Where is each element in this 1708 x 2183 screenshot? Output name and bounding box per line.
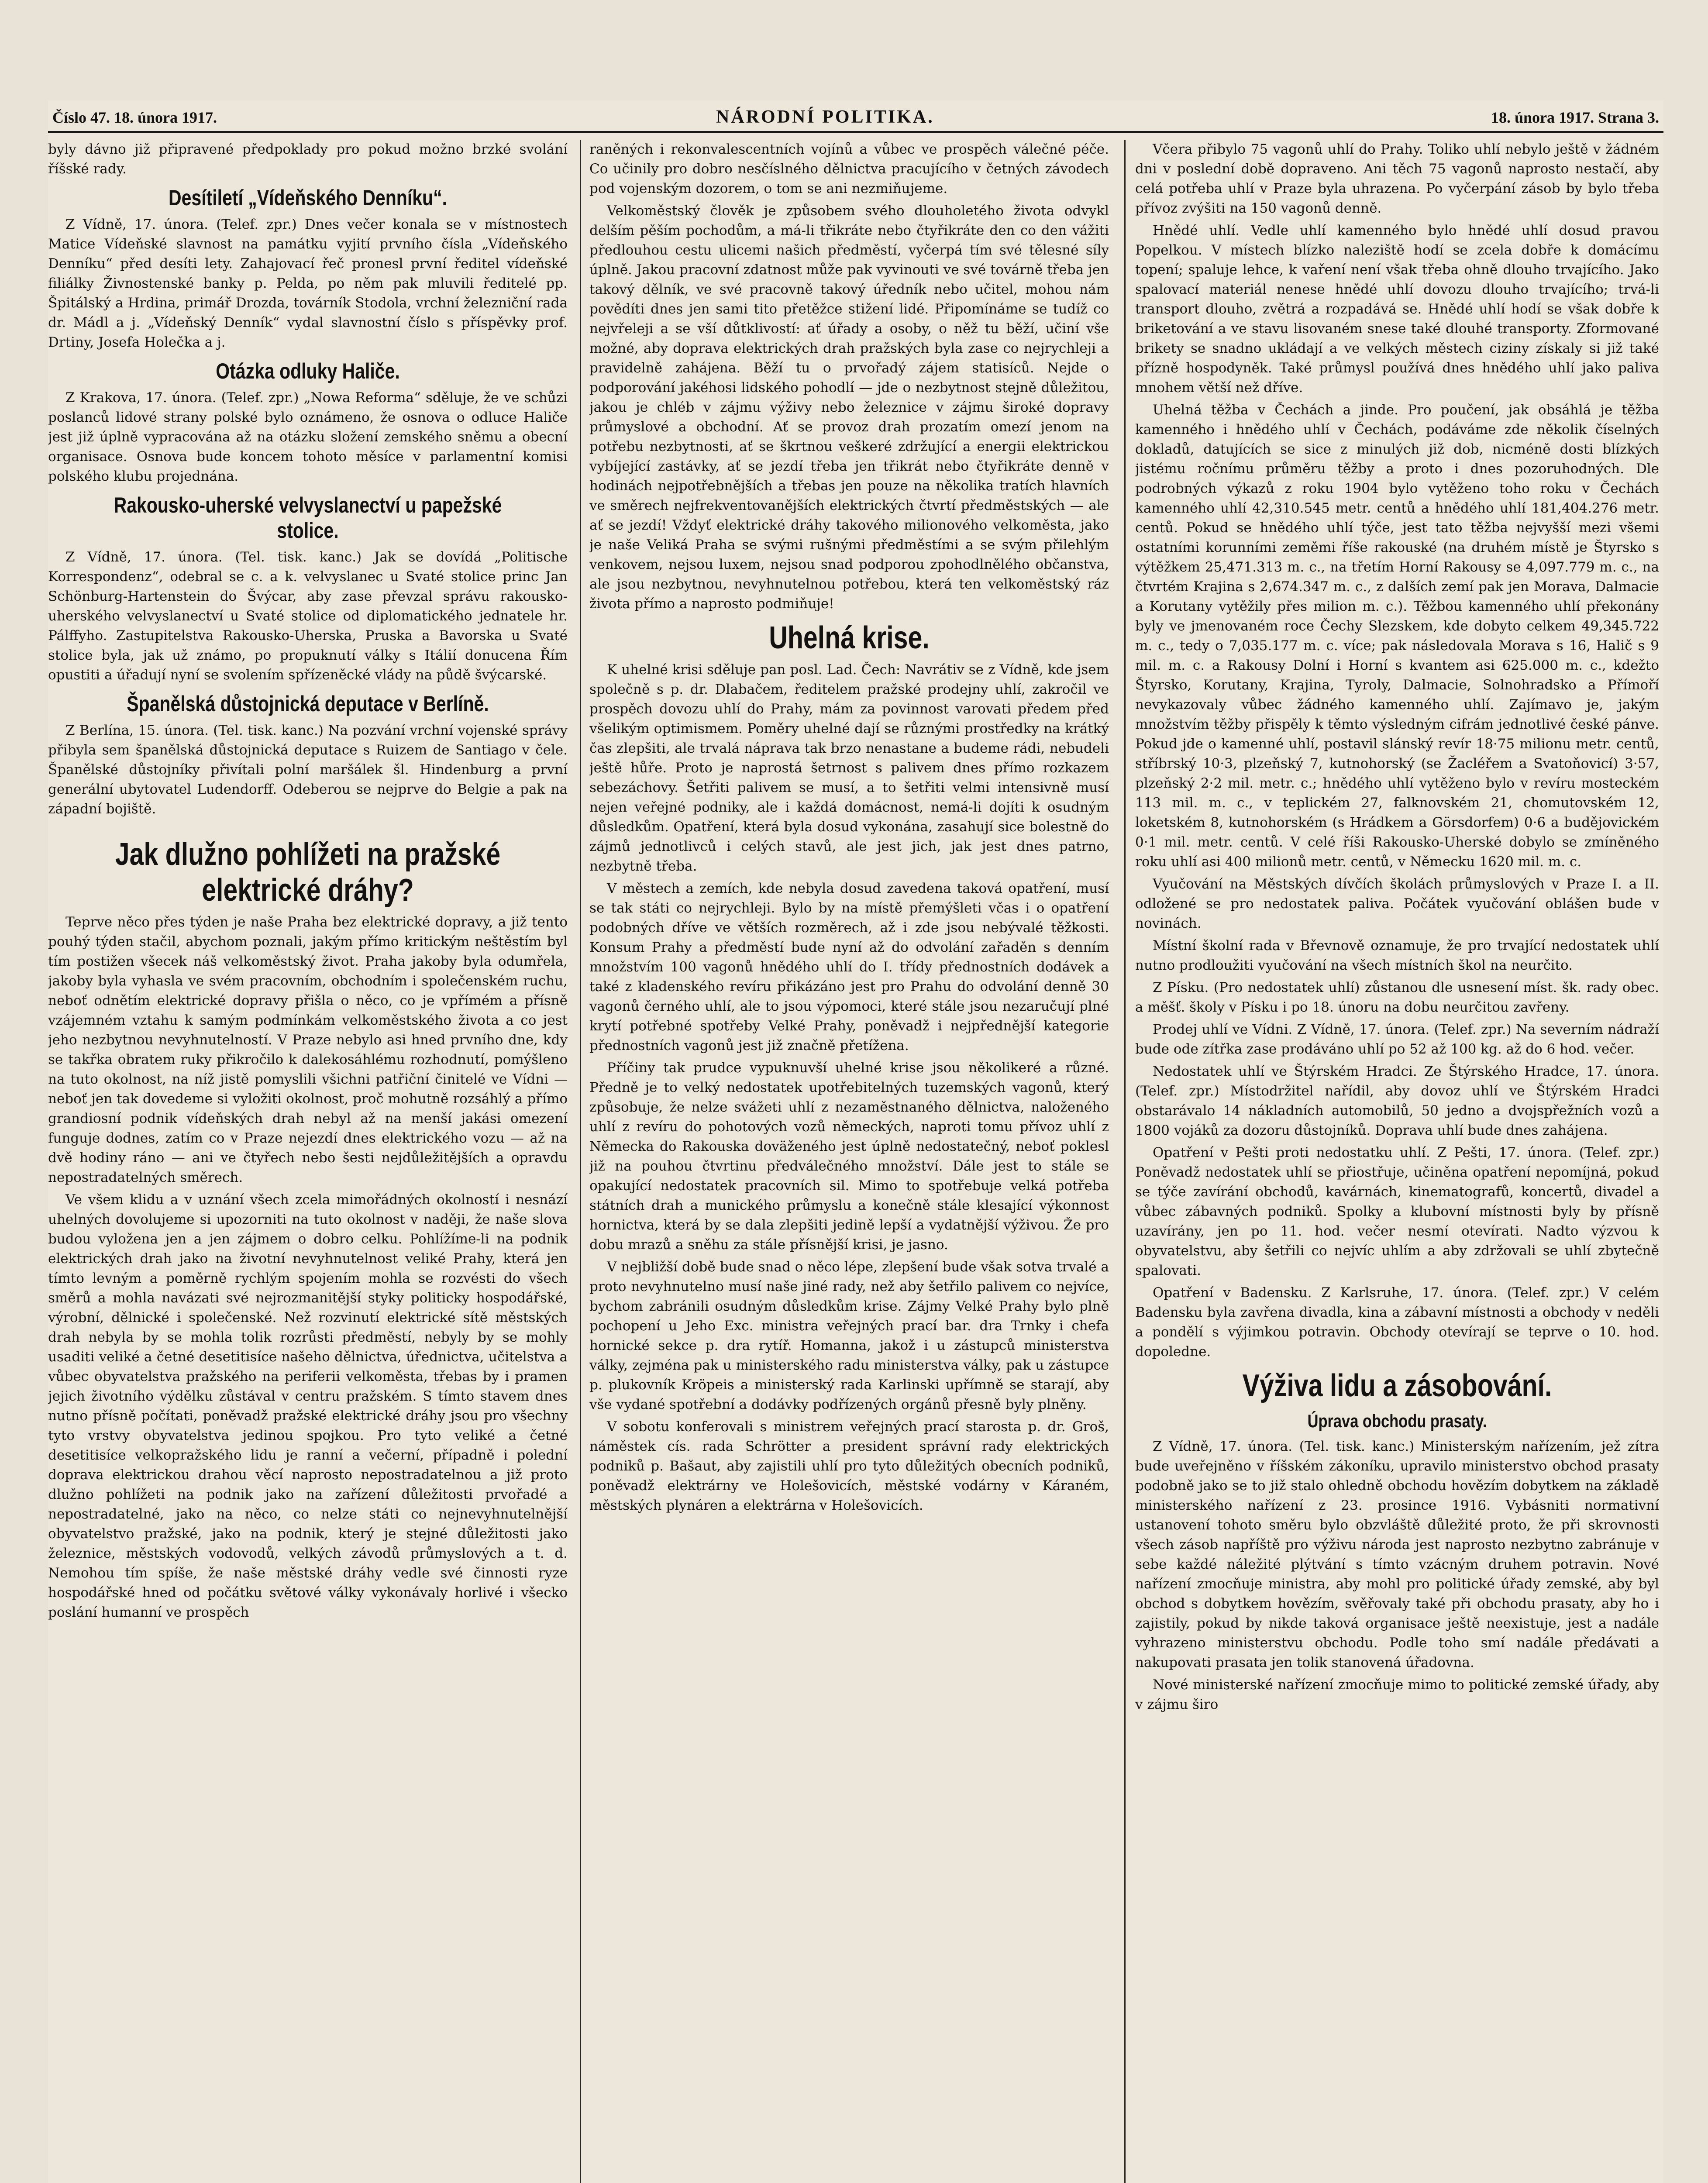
issue-number-date: Číslo 47. 18. února 1917. [52,109,217,126]
column-2 [589,140,1109,2183]
article-velvyslanectvi: Z Vídně, 17. února. (Tel. tisk. kanc.) Jak se dovídá „Politische Korrespondenz“, odebral se c. a k. velvyslanec u Svaté stolice princ Jan Schönburg-Hartenstein do Švýcar, aby zase převzal správu rakousko-uherského velvyslanectví u Svaté stolice od diplomatického jednatele hr. Pálffyho. Zastupitelstva Rakousko-Uherska, Pruska a Bavorska u Svaté stolice byla, jak už známo, po propuknutí války s Itálií donucena Řím opustiti a úřadují nyní se svolením spřízeněcké vlády na půdě švýcarské. [48,549,568,683]
headline-deputace: Španělská důstojnická deputace v Berlíně. [127,692,489,716]
news-item: Vyučování na Městských dívčích školách průmyslových v Praze I. a II. odložené se pro nedostatek paliva. Počátek vyučování oblášen bude v novinách. [1135,876,1659,931]
article-drahy-paragraph: Teprve něco přes týden je naše Praha bez elektrické dopravy, a již tento pouhý týden stačil, abychom poznali, jakým přímo kritickým neštěstím byl tím postižen všecek náš velkoměstský život. Praha jakoby byla odumřela, jakoby byla vyhasla ve svém pracovním, obchodním i společenském ruchu, neboť odnětím elektrické dopravy přišla o něco, co je vpřímém a přísně vzájemném vztahu k samým podmínkám velkoměstského života a co jest jeho nezbytnou nevyhnutelností. V Praze nebylo asi hned prvního dne, kdy se takřka obratem ruky přikročilo k dalekosáhlému rozhodnutí, pomýšleno na tuto okolnost, na níž jistě pomyslili všichni patřiční činitelé ve Vídni — neboť jen tak dovedeme si vyložiti okolnost, proč mohutně rozsáhlý a přímo grandiosní podnik vídeňských drah nebyl až na menší jakási omezení funguje dodnes, zatím co v Praze nejezdí dnes elektrického vozu — až na dvě hodiny ráno — ani ve čtyřech nebo šesti nejdůležitějších a opravdu nepostradatelných směrech. [48,914,568,1185]
article-drahy-paragraph: Velkoměstský člověk je způsobem svého dlouholetého života odvykl delším pěším pochodům, a má-li třikráte nebo čtyřikráte den co den vážiti předlouhou cestu ulicemi našich předměstí, vyčerpá tím své tělesné síly úplně. Jakou pracovní zdatnost může pak vyvinouti ve své továrně třeba jen takový dělník, ve své pracovně takový úředník nebo učitel, mohou nám povědíti dnes jen sami tito přetěžce stižení lidé. Připomínáme se tudíž co nejvřeleji a se vší důtklivostí: ať úřady a osoby, o něž tu běží, učiní vše možné, aby doprava elektrických drah pražských byla zase co nejrychleji a pravidelně zahájena. Běží tu o prvořadý zájem statisíců. Nejde o podporování jakéhosi lidského pohodlí — jde o nezbytnost stejně důležitou, jakou je chléb v zájmu výživy nebo železnice v zájmu široké dopravy průmyslové a obchodní. Ať se provoz drah prozatím omezí jenom na potřebu nezbytnosti, ať se škrtnou veškeré zdržující a energii elektrickou vybíjející zastávky, ať se jezdí třeba jen třikrát nebo čtyřikráte denně v hodinách nejpotřebnějších a třebas jen pouze na několika tratích hlavních ve směrech nejfrekventovanějších elektrických čtvrtí předměstských — ale ať se jezdí! Vždyť elektrické dráhy takového milionového velkoměsta, jako je naše Veliká Praha se svými rušnými předměstími a se svým přilehlým venkovem, nejsou luxem, nejsou snad podporou zpohodlnělého občanstva, ale jsou nezbytnou, nevyhnutelnou potřebou, která ten velkoměstský ráz života přímo a naprosto podmiňuje! [589,203,1109,612]
article-krise-paragraph: V městech a zemích, kde nebyla dosud zavedena taková opatření, musí se tak státi co nejrychleji. Bylo by na místě přemýšleti včas i o opatření podobných dříve ve větších rozměrech, až i zde jsou nebývalé těžkosti. Konsum Prahy a předměstí bude nyní až do odvolání zařaděn s denním množstvím 100 vagonů hnědého uhlí do I. třídy přednostních dodávek a také z kladenského revíru přikázáno jest pro Prahu do odvolání denně 30 vagonů černého uhlí, ale to jsou výpomoci, které stále jsou nezaručují plné krytí potřebné spotřeby Velké Prahy, poněvadž i nejpřednější kategorie přednostních vagonů jest již značně přetížena. [589,881,1109,1054]
news-item: Opatření v Badensku. Z Karlsruhe, 17. února. (Telef. zpr.) V celém Badensku byla zavřena divadla, kina a zábavní místnosti a obchody v neděli a pondělí s výjimkou potravin. Obchody otevírají se teprve o 10. hod. dopoledne. [1135,1285,1659,1360]
article-krise-paragraph: V nejbližší době bude snad o něco lépe, zlepšení bude však sotva trvalé a proto nevyhnutelno musí naše jiné rady, než aby šetřilo palivem co nejvíce, bychom zabránili osudným důsledkům krise. Zájmy Velké Prahy bylo plně pochopení u Jeho Exc. ministra veřejných prací bar. dra Trnky i chefa hornické sekce p. dra rytíř. Homanna, jakož i u zástupců ministerstva války, zejména pak u ministerského radu ministerstva války, pak u zástupce p. plukovník Kröpeis a ministerský rada Karlinski upřímně se starají, aby vše vydané spotřební a dodávky podřízených orgánů přesně byly plněny. [589,1259,1109,1412]
news-item: Včera přibylo 75 vagonů uhlí do Prahy. Toliko uhlí nebylo ještě v žádném dni v poslední době dopraveno. Ani těch 75 vagonů naprosto nestačí, aby celá potřeba uhlí v Praze byla uhrazena. Po vyčerpání zásob by bylo třeba přívoz zvýšiti na 150 vagonů denně. [1135,141,1659,216]
news-item: Uhelná těžba v Čechách a jinde. Pro poučení, jak obsáhlá je těžba kamenného i hnědého uhlí v Čechách, podáváme zde několik číselných dokladů, datujících se sice z minulých již dob, nicméně dosti blízkých jistému ročnímu průměru těžby a proto i dnes pozoruhodných. Dle podrobných výkazů z roku 1904 bylo vytěženo toho roku v Čechách kamenného uhlí 42,310.545 metr. centů a hnědého uhlí 181,404.276 metr. centů. Pokud se hnědého uhlí týče, jest tato těžba nejvyšší mezi všemi ostatními korunními zeměmi říše rakouské (na druhém místě je Štyrsko s výtěžkem 25,471.313 m. c., na třetím Horní Rakousy se 4,097.779 m. c., na čtvrtém Krajina s 2,674.347 m. c., z dalších zemí pak jen Morava, Dalmacie a Korutany vytěžily přes milion m. c.). Těžbou kamenného uhlí překonány byly ve jmenovaném roce Čechy Slezskem, kde dobyto celkem 49,345.722 m. c., tedy o 7,035.177 m. c. více; pak následovala Morava s 16, Halič s 9 mil. m. c. a Rakousy Dolní i Horní s kvantem asi 625.000 m. c., kdežto Štyrsko, Korutany, Krajina, Tyroly, Dalmacie, Solnohradsko a Přímoří nevykazovaly vůbec žádného kamenného uhlí. Zajímavo je, jakým množstvím těžby přispěly k těmto výsledným cifrám jednotlivé české pánve. Pokud jde o kamenné uhlí, postavil slánský revír 18·75 milionu metr. centů, stříbrský 10·3, plzeňský 7, kutnohorský (se Žacléřem a Svatoňovicí) 3·57, plzeňský 2·2 mil. metr. c.; hnědého uhlí vytěženo bylo v revíru mosteckém 113 mil. m. c., v teplickém 27, falknovském 21, chomutovském 12, loketském 8, kutnohorském (s Hrádkem a Görsdorfem) 0·6 a budějovickém 0·1 mil. metr. centů. V celé říši Rakousko-Uherské dobylo se zmíněného roku uhlí asi 400 milionů metr. centů, v Německu 1620 mil. m. c. [1135,402,1659,870]
headline-elektricke-drahy: Jak dlužno pohlížeti na pražské elektrické dráhy? [115,837,501,908]
article-desitileti: Z Vídně, 17. února. (Telef. zpr.) Dnes večer konala se v místnostech Matice Vídeňské slavnost na památku vyjití prvního čísla „Vídeňského Denníku“ před desíti lety. Zahajovací řeč pronesl první ředitel vídeňské filiálky Živnostenské banky p. Pelda, po něm pak mluvili ředitelé pp. Špitálský a Hrdina, primář Drozda, továrník Stodola, vrchní železniční rada dr. Mádl a j. „Vídeňský Denník“ vydal slavnostní číslo s příspěvky prof. Drtiny, Josefa Holečka a j. [48,217,568,350]
article-continuation: byly dávno již připravené předpoklady pro pokud možno brzké svolání říšské rady. [48,141,568,177]
news-item: Hnědé uhlí. Vedle uhlí kamenného bylo hnědé uhlí dosud pravou Popelkou. V místech blízko naleziště hodí se zcela dobře k domácímu topení; spaluje lehce, k vaření není však třeba ohně dlouho trvajícího. Jako spalovací materiál nenese hnědé uhlí dovozu dlouho trvajícího; trvá-li transport dlouho, zvětrá a rozpadává se. Hnědé uhlí hodí se však dobře k briketování a ve stavu lisovaném snese také dlouhé transporty. Zformované brikety se snadno ukládají a ve velkých městech ciziny získaly si již také přízně hospodyněk. Také průmysl používá dnes hnědého uhlí jako paliva mnohem větší než dříve. [1135,223,1659,396]
news-item: Z Písku. (Pro nedostatek uhlí) zůstanou dle usnesení míst. šk. rady obec. a měšť. školy v Písku i po 18. únoru na dobu neurčitou zavřeny. [1135,980,1659,1015]
article-drahy-paragraph: Ve všem klidu a v uznání všech zcela mimořádných okolností i nesnází uhelných dovolujeme si upozorniti na tuto okolnost v naději, že naše slova budou vyložena jen a jen zájmem o dobro celku. Pohlížíme-li na podnik elektrických drah jako na životní nevyhnutelnost veliké Prahy, která jen tímto levným a poměrně rychlým spojením mohla se rozvésti do všech směrů a mohla navázati své nejrozmanitější styky politicky hospodářské, výrobní, dělnické i společenské. Než rozvinutí elektrické sítě městských drah nebyla by se mohla tolik rozrůsti předměstí, nebyly by se mohly usaditi veliké a četné desetitisíce našeho dělnictva, úřednictva, učitelstva a vůbec obyvatelstva pražského na periferii velkoměsta, třebas by i pramen jejich životního výdělku zůstával v centru pražském. S tímto stavem dnes nutno přísně počítati, poněvadž pražské elektrické dráhy jsou pro všechny tyto vrstvy obyvatelstva jedinou spojkou. Pro tyto veliké a četné desetitisíce velkopražského lidu je ranní a večerní, případně i polední doprava elektrickou drahou věcí naprosto nepostradatelnou a již proto dlužno pohlížeti na podnik jako na zařízení důležitosti prvořadé a nepostradatelné, jako na něco, co nelze státi co nejnevyhnutelnější obyvatelstvo pražské, jako na podnik, který je stejné důležitosti jako železnice, městských vodovodů, velkých závodů průmyslových a t. d. Nemohou tím spíše, že naše městské dráhy vedle své činnosti ryze hospodářské hned od počátku světové války vykonávaly horlivé i všecko poslání humanní ve prospěch [48,1192,568,1620]
news-item: Opatření v Pešti proti nedostatku uhlí. Z Pešti, 17. února. (Telef. zpr.) Poněvadž nedostatek uhlí se přiostřuje, učiněna opatření nepomíjná, pokud se týče zavírání obchodů, kavárnách, kinematografů, koncertů, divadel a vůbec zábavných podniků. Spolky a klubovní místnosti byly by přísně uzavírány, jen po 11. hod. večer nesmí otevírati. Nadto výzvou k obyvatelstvu, aby šetřili co nejvíc uhlím a aby zdržovali se uhlí zbytečně spalovati. [1135,1145,1659,1278]
headline-uprava-obchodu: Úprava obchodu prasaty. [1307,1411,1487,1431]
headline-halic: Otázka odluky Haliče. [216,359,400,383]
article-krise-paragraph: V sobotu konferovali s ministrem veřejných prací starosta p. dr. Groš, náměstek cís. rada Schrötter a president správní rady elektrických podniků p. Bašaut, aby zajistili uhlí pro tyto důležitých obecních podniků, poněvadž elektrárny ve Holešovicích, městské vodárny v Káraném, městských plynáren a elektrárna v Holešovicích. [589,1419,1109,1513]
news-item: Nedostatek uhlí ve Štýrském Hradci. Ze Štýrského Hradce, 17. února. (Telef. zpr.) Místodržitel nařídil, aby dovoz uhlí ve Štýrském Hradci obstarávalo 14 nákladních automobilů, 50 jedno a dvojspřežních vozů a 1800 vojáků za dozoru důstojníků. Doprava uhlí bude dnes zahájena. [1135,1064,1659,1138]
article-krise-paragraph: K uhelné krisi sděluje pan posl. Lad. Čech: Navrátiv se z Vídně, kde jsem společně s p. dr. Dlabačem, ředitelem pražské prodejny uhlí, zakročil ve prospěch dovozu uhlí do Prahy, mám za povinnost varovati předem před všelikým optimismem. Poměry uhelné dají se různými prostředky na krátký čas zlepšiti, ale trvalá náprava tak brzo nenastane a budeme rádi, nebudeli ještě hůře. Proto je naprostá šetrnost s palivem dnes přímo rozkazem sebezáchovy. Šetřiti palivem se musí, a to šetřiti velmi intensivně musí nejen veřejné podniky, ale i každá domácnost, nemá-li dojíti k osudným důsledkům. Opatření, která byla dosud vykonána, zasahují sice bolestně do zájmů jednotlivců i celých stavů, ale jest jich, jak jest dnes patrno, nezbytně třeba. [589,662,1109,874]
column-3 [1135,140,1659,2183]
newspaper-title: NÁRODNÍ POLITIKA. [716,107,934,127]
article-drahy-continuation: raněných i rekonvalescentních vojínů a vůbec ve prospěch válečné péče. Co učinily pro dobro nesčíslného dělnictva pracujícího v četných závodech pod vojenským dozorem, o tom se ani nezmiňujeme. [589,141,1109,196]
newspaper-page [48,100,1663,2183]
news-item: Místní školní rada v Břevnově oznamuje, že pro trvající nedostatek uhlí nutno prodloužiti vyučování na všech místních škol na neurčito. [1135,938,1659,973]
headline-vyziva-lidu: Výživa lidu a zásobování. [1242,1368,1552,1403]
article-halic: Z Krakova, 17. února. (Telef. zpr.) „Nowa Reforma“ sděluje, že ve schůzi poslanců lidové strany polské bylo oznámeno, že osnova o odluce Haliče jest již úplně vypracována až na otázku složení zemského sněmu a obecní organisace. Osnova bude koncem tohoto měsíce v parlamentní komisi polského klubu projednána. [48,390,568,484]
article-krise-paragraph: Příčiny tak prudce vypuknuvší uhelné krise jsou několikeré a různé. Předně je to velký nedostatek upotřebitelných tuzemských vagonů, který způsobuje, že nelze svážeti uhlí z nezaměstnaného dělnictva, naloženého uhlí z revíru do pohotových vozů německých, naproti tomu přívoz uhlí z Německa do Rakouska doväženého jest úplně nedostatečný, neboť poklesl již na pouhou čtvrtinu předválečného množství. Dále jest to stále se opakující nedostatek pracovních sil. Mimo to spotřebuje velká potřeba státních drah a munického průmyslu a konečně stále klesající výkonnost hornictva, která by se dala zlepšiti jedině lepší a vydatnější výživou. Že pro dobu mrazů a sněhu za stále přísnější krisi, je jasno. [589,1060,1109,1253]
masthead [48,105,1663,133]
column-1 [48,140,568,2183]
headline-desitileti: Desítiletí „Vídeňského Denníku“. [169,186,447,210]
article-deputace: Z Berlína, 15. února. (Tel. tisk. kanc.) Na pozvání vrchní vojenské správy přibyla sem španělská důstojnická deputace s Ruizem de Santiago v čele. Španělské důstojníky přivítali polní maršálek šl. Hindenburg a první generální ubytovatel Ludendorff. Odeberou se nejprve do Belgie a pak na západní bojiště. [48,723,568,817]
news-item: Prodej uhlí ve Vídni. Z Vídně, 17. února. (Telef. zpr.) Na severním nádraží bude ode zítřka zase prodáváno uhlí po 52 až 100 kg. až do 6 hod. večer. [1135,1022,1659,1057]
column-rule [1124,140,1126,2183]
headline-uhelna-krise: Uhelná krise. [769,620,930,655]
headline-velvyslanectvi: Rakousko-uherské velvyslanectví u papežské stolice. [114,493,502,543]
news-item: Nové ministerské nařízení zmocňuje mimo to politické zemské úřady, aby v zájmu širo [1135,1677,1659,1712]
news-item: Z Vídně, 17. února. (Tel. tisk. kanc.) Ministerským nařízením, jež zítra bude uveřejněno v říšském zákoníku, upravilo ministerstvo obchod prasaty podobně jako se to již stalo ohledně obchodu hovězím dobytkem na základě ministerského nařízení z 23. prosince 1916. Vybásniti normativní ustanovení tohoto směru bylo obzvláště důležité proto, že při skrovnosti všech zásob napříště pro výživu národa jest naprosto nezbytno zabránuje v sebe každé náležité plýtvání s tímto vzácným druhem potravin. Nové nařízení zmocňuje ministra, aby mohl pro politické úřady zemské, aby byl obchod s dobytkem hovězím, svěřovaly také při obchodu prasaty, aby ho i zajistily, pokud by nikde taková organisace ještě neexistuje, jest a nadále vyhrazeno ministerstvu obchodu. Podle toho smí nadále předávati a nakupovati prasata jen tolik stanovená úřadovna. [1135,1439,1659,1670]
page-date-number: 18. února 1917. Strana 3. [1491,109,1659,126]
column-rule [580,140,581,2183]
